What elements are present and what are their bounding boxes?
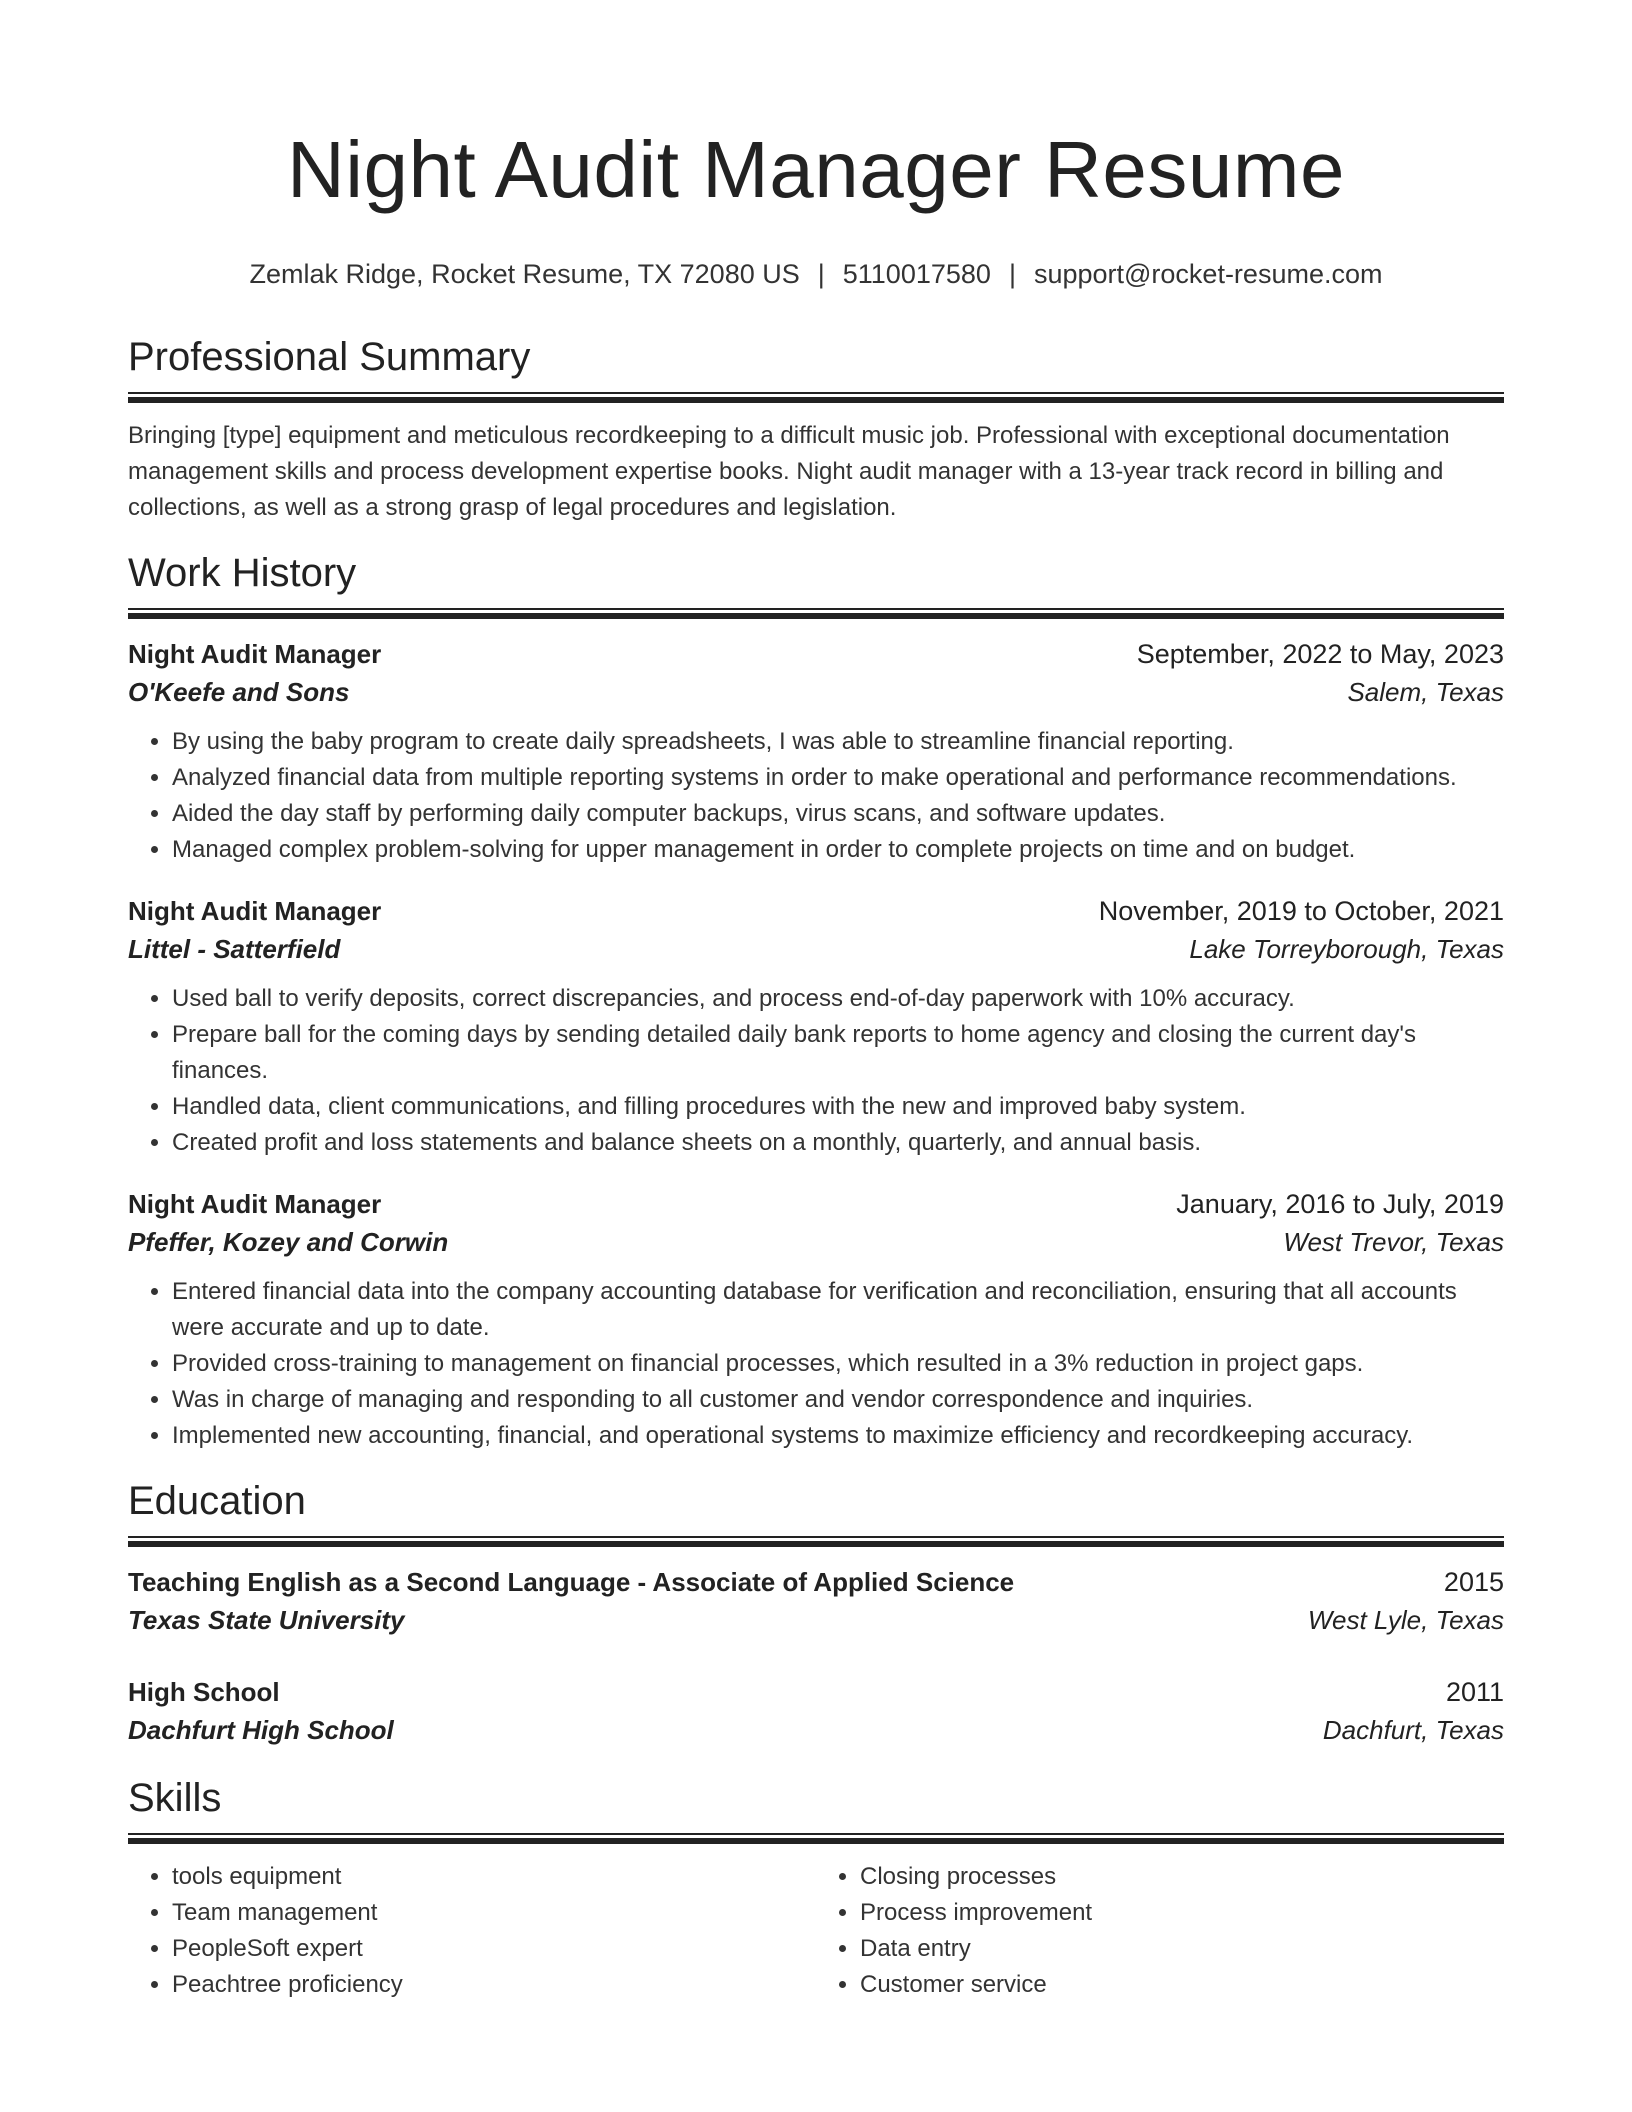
school-location: West Lyle, Texas — [1307, 1605, 1504, 1635]
list-item: • Team management — [172, 1895, 816, 1931]
degree-name: Teaching English as a Second Language - Associate of Applied Science — [128, 1567, 1015, 1597]
list-item: • Handled data, client communications, and filling procedures with the new and improved baby system. — [172, 1089, 1504, 1125]
education-section — [128, 1476, 1504, 1749]
contact-line — [128, 256, 1504, 292]
job-entry — [128, 892, 1504, 1161]
list-item: • Aided the day staff by performing daily computer backups, virus scans, and software updates. — [172, 796, 1504, 832]
section-divider — [128, 1833, 1504, 1844]
section-divider — [128, 608, 1504, 619]
contact-phone: 5110017580 — [842, 259, 991, 289]
list-item: • Provided cross-training to management on financial processes, which resulted in a 3% reduction in project gaps. — [172, 1346, 1504, 1382]
job-bullets — [128, 1274, 1504, 1454]
job-entry — [128, 1185, 1504, 1454]
list-item: • Prepare ball for the coming days by sending detailed daily bank reports to home agency and closing the current day's finances. — [172, 1017, 1504, 1089]
skills-list-left — [128, 1859, 816, 2003]
graduation-year: 2011 — [1445, 1677, 1504, 1707]
list-item: • Customer service — [860, 1967, 1504, 2003]
job-bullets — [128, 981, 1504, 1161]
contact-separator: | — [817, 259, 825, 289]
contact-address: Zemlak Ridge, Rocket Resume, TX 72080 US — [249, 259, 800, 289]
job-dates: November, 2019 to October, 2021 — [1098, 896, 1504, 926]
job-location: West Trevor, Texas — [1283, 1227, 1504, 1257]
contact-email: support@rocket-resume.com — [1033, 259, 1383, 289]
job-bullets — [128, 724, 1504, 868]
skills-heading: Skills — [128, 1776, 222, 1820]
list-item: • Data entry — [860, 1931, 1504, 1967]
job-title: Night Audit Manager — [128, 639, 382, 669]
job-company: Littel - Satterfield — [128, 934, 341, 964]
education-entry — [128, 1563, 1504, 1639]
list-item: • Analyzed financial data from multiple reporting systems in order to make operational and performance recommendations. — [172, 760, 1504, 796]
skills-list-right — [816, 1859, 1504, 2003]
job-title: Night Audit Manager — [128, 896, 382, 926]
job-company: O'Keefe and Sons — [128, 677, 350, 707]
job-dates: January, 2016 to July, 2019 — [1176, 1189, 1504, 1219]
school-name: Dachfurt High School — [128, 1715, 394, 1745]
list-item: • Managed complex problem-solving for upper management in order to complete projects on time and on budget. — [172, 832, 1504, 868]
summary-section — [128, 332, 1504, 526]
job-entry — [128, 635, 1504, 868]
degree-name: High School — [128, 1677, 280, 1707]
summary-heading: Professional Summary — [128, 335, 531, 379]
contact-separator: | — [1008, 259, 1016, 289]
job-company: Pfeffer, Kozey and Corwin — [128, 1227, 449, 1257]
list-item: • Used ball to verify deposits, correct discrepancies, and process end-of-day paperwork with 10% accuracy. — [172, 981, 1504, 1017]
work-history-heading: Work History — [128, 551, 357, 595]
list-item: • Created profit and loss statements and balance sheets on a monthly, quarterly, and annual basis. — [172, 1125, 1504, 1161]
summary-text: Bringing [type] equipment and meticulous recordkeeping to a difficult music job. Professional with exceptional documentation management skills and process development expertise books. Night audit manager with a 13-year track record in billing and collections, as well as a strong grasp of legal procedures and legislation. — [128, 422, 1450, 521]
job-dates: September, 2022 to May, 2023 — [1136, 639, 1504, 669]
list-item: • Entered financial data into the company accounting database for verification and reconciliation, ensuring that all accounts were accurate and up to date. — [172, 1274, 1504, 1346]
list-item: • Implemented new accounting, financial, and operational systems to maximize efficiency and recordkeeping accuracy. — [172, 1418, 1504, 1454]
skills-section — [128, 1773, 1504, 2003]
job-location: Lake Torreyborough, Texas — [1189, 934, 1504, 964]
school-name: Texas State University — [128, 1605, 405, 1635]
education-heading: Education — [128, 1479, 306, 1523]
section-divider — [128, 392, 1504, 403]
job-location: Salem, Texas — [1347, 677, 1504, 707]
skills-grid — [128, 1859, 1504, 2003]
list-item: • Was in charge of managing and responding to all customer and vendor correspondence and inquiries. — [172, 1382, 1504, 1418]
list-item: • Closing processes — [860, 1859, 1504, 1895]
job-title: Night Audit Manager — [128, 1189, 382, 1219]
list-item: • Peachtree proficiency — [172, 1967, 816, 2003]
page-title: Night Audit Manager Resume — [287, 125, 1345, 214]
list-item: • tools equipment — [172, 1859, 816, 1895]
education-entry — [128, 1673, 1504, 1749]
list-item: • PeopleSoft expert — [172, 1931, 816, 1967]
list-item: • Process improvement — [860, 1895, 1504, 1931]
section-divider — [128, 1536, 1504, 1547]
list-item: • By using the baby program to create daily spreadsheets, I was able to streamline financial reporting. — [172, 724, 1504, 760]
graduation-year: 2015 — [1443, 1567, 1504, 1597]
school-location: Dachfurt, Texas — [1322, 1715, 1504, 1745]
work-history-section — [128, 548, 1504, 1454]
